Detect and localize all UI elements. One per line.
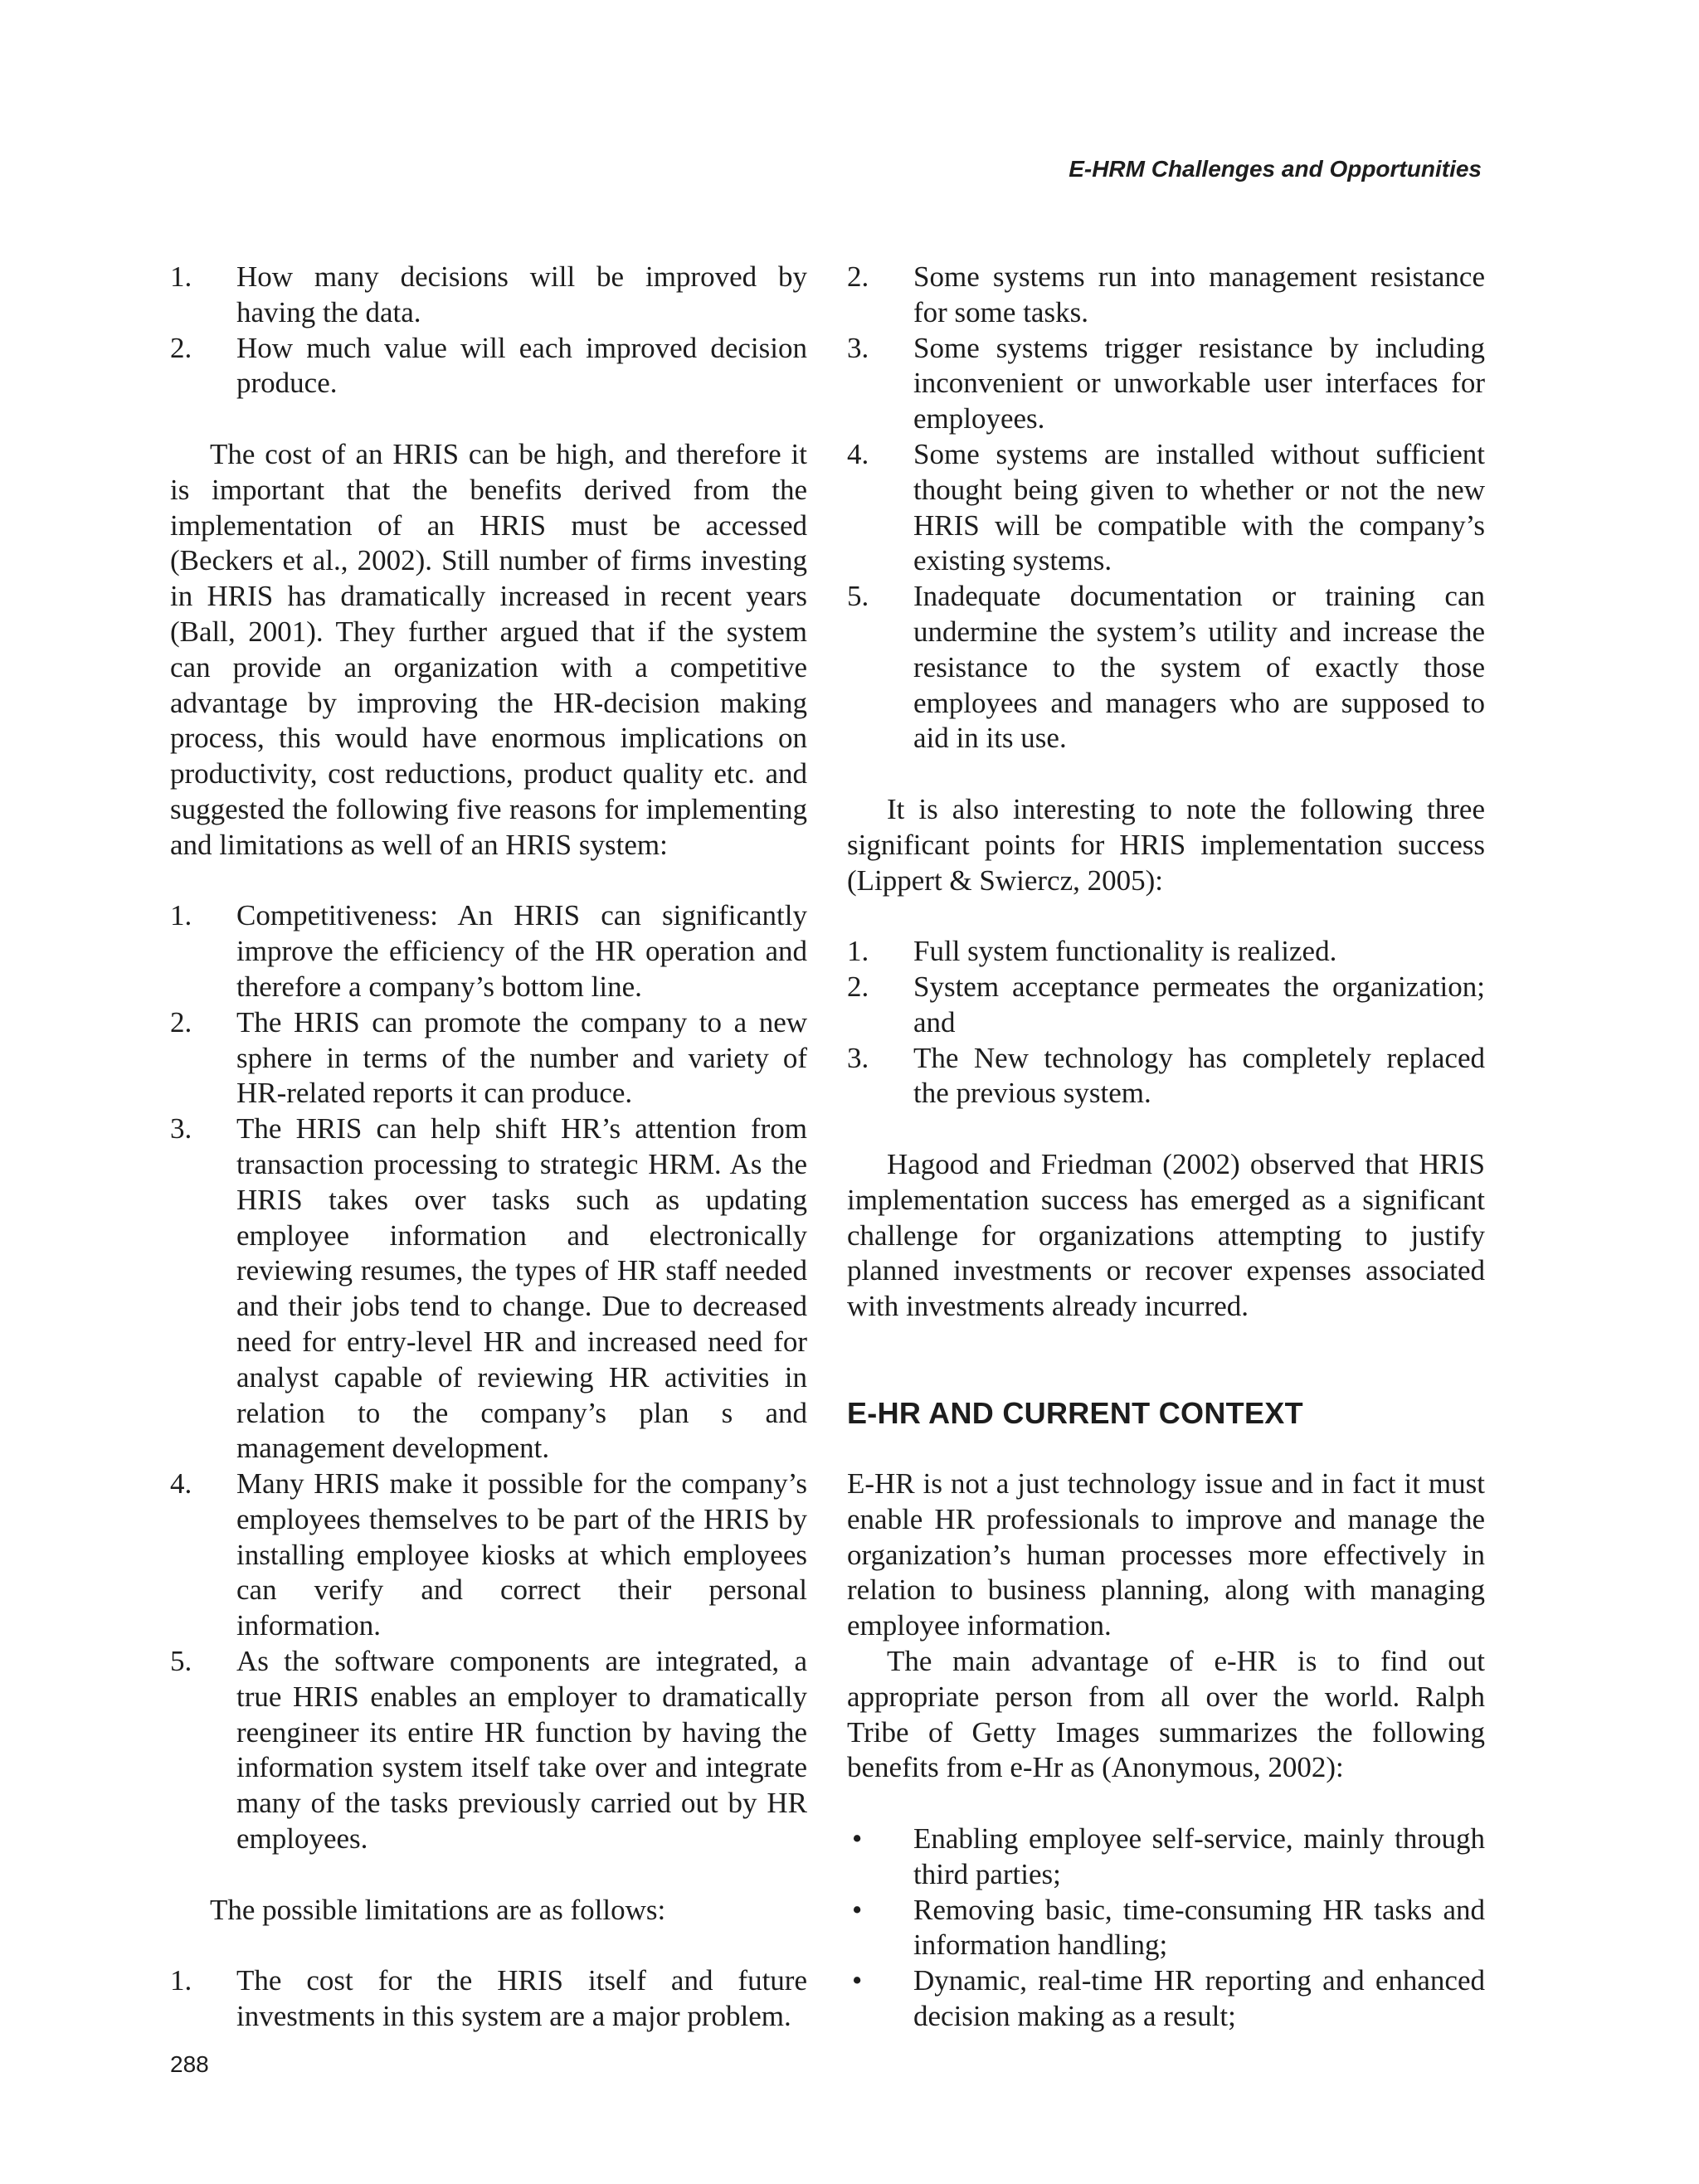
list-number: 4.: [170, 1467, 192, 1501]
list-text: System acceptance permeates the organization; and: [913, 970, 1485, 1038]
list-number: 3.: [847, 331, 869, 364]
list-number: 2.: [847, 970, 869, 1003]
list-item: [170, 898, 807, 1004]
list-item: [847, 331, 1485, 437]
success-points-list: [847, 934, 1485, 1111]
hris-reasons-list: [170, 898, 807, 1857]
list-text: The HRIS can promote the company to a new sphere in terms of the number and variety of HR-related reports it can produce.: [236, 1005, 807, 1110]
running-head: E-HRM Challenges and Opportunities: [1069, 156, 1482, 182]
list-text: Many HRIS make it possible for the company’s employees themselves to be part of the HRIS by installing employee kiosks at which employees can verify and correct their personal information.: [236, 1467, 807, 1642]
bullet-mark: •: [852, 1964, 863, 1997]
list-text: As the software components are integrated, a true HRIS enables an employer to dramatically reengineer its entire HR function by having the information system itself take over and integrate many of the tasks previously carried out by HR employees.: [236, 1645, 807, 1856]
list-item: [847, 260, 1485, 331]
limitations-list-continued: [847, 260, 1485, 756]
list-item: [847, 1893, 1485, 1964]
list-text: Enabling employee self-service, mainly through third parties;: [913, 1822, 1485, 1890]
list-text: How many decisions will be improved by having the data.: [236, 260, 807, 328]
list-item: [170, 1467, 807, 1644]
limitations-list: [170, 1963, 807, 2035]
list-text: How much value will each improved decision produce.: [236, 331, 807, 400]
list-number: 2.: [847, 260, 869, 293]
list-number: 5.: [847, 580, 869, 613]
list-text: Dynamic, real-time HR reporting and enhanced decision making as a result;: [913, 1964, 1485, 2033]
ehr-benefits-list: [847, 1822, 1485, 2035]
paragraph-ehr-context: E-HR is not a just technology issue and in fact it must enable HR professionals to improve and manage the organization’s human processes more effectively in relation to business planning, along with managing employee information.: [847, 1467, 1485, 1642]
paragraph-success-points: It is also interesting to note the following three significant points for HRIS implementation success (Lippert & Swiercz, 2005):: [847, 792, 1485, 897]
list-item: [847, 437, 1485, 579]
list-number: 2.: [170, 1005, 192, 1038]
list-text: Some systems are installed without sufficient thought being given to whether or not the new HRIS will be compatible with the company’s existing systems.: [913, 437, 1485, 577]
list-item: [847, 1963, 1485, 2035]
decision-value-list: [170, 260, 807, 401]
bullet-mark: •: [852, 1822, 863, 1856]
list-number: 1.: [847, 935, 869, 968]
list-number: 5.: [170, 1645, 192, 1678]
list-item: [847, 1041, 1485, 1112]
list-text: The HRIS can help shift HR’s attention from transaction processing to strategic HRM. As the HRIS takes over tasks such as updating employee information and electronically reviewing resumes, the types of HR staff needed and their jobs tend to change. Due to decreased need for entry-level HR and increased need for analyst capable of reviewing HR activities in relation to the company’s plan s and management development.: [236, 1112, 807, 1465]
paragraph-ehr-advantage: The main advantage of e-HR is to find out appropriate person from all over the world. Ralph Tribe of Getty Images summarizes the following benefits from e-Hr as (Anonymous, 2002):: [847, 1645, 1485, 1784]
list-number: 1.: [170, 260, 192, 293]
paragraph-limitations-intro: The possible limitations are as follows:: [210, 1893, 666, 1926]
section-heading: E-HR AND CURRENT CONTEXT: [847, 1395, 1303, 1430]
list-item: [170, 331, 807, 402]
list-item: [847, 579, 1485, 756]
list-item: [170, 1111, 807, 1467]
list-text: Some systems trigger resistance by including inconvenient or unworkable user interfaces for employees.: [913, 331, 1485, 435]
list-number: 3.: [847, 1041, 869, 1074]
list-text: Inadequate documentation or training can undermine the system’s utility and increase the resistance to the system of exactly those employees and managers who are supposed to aid in its use.: [913, 580, 1485, 755]
right-column: [847, 260, 1485, 2035]
list-item: [170, 260, 807, 331]
list-text: Removing basic, time-consuming HR tasks and information handling;: [913, 1893, 1485, 1962]
list-number: 1.: [170, 899, 192, 932]
list-text: The New technology has completely replaced the previous system.: [913, 1041, 1485, 1110]
paragraph-hagood-friedman: Hagood and Friedman (2002) observed that HRIS implementation success has emerged as a significant challenge for organizations attempting to justify planned investments or recover expenses associated with investments already incurred.: [847, 1147, 1485, 1323]
list-text: Competitiveness: An HRIS can significantly improve the efficiency of the HR operation and therefore a company’s bottom line.: [236, 899, 807, 1003]
list-number: 4.: [847, 437, 869, 470]
list-text: Some systems run into management resistance for some tasks.: [913, 260, 1485, 328]
list-item: [847, 934, 1485, 970]
list-item: [170, 1005, 807, 1111]
list-text: The cost for the HRIS itself and future investments in this system are a major problem.: [236, 1964, 807, 2033]
list-number: 1.: [170, 1964, 192, 1997]
page-number: 288: [170, 2051, 209, 2077]
list-item: [847, 1822, 1485, 1893]
list-item: [170, 1963, 807, 2035]
list-item: [170, 1644, 807, 1857]
list-text: Full system functionality is realized.: [913, 935, 1337, 968]
paragraph-hris-cost: The cost of an HRIS can be high, and therefore it is important that the benefits derived from the implementation of an HRIS must be accessed (Beckers et al., 2002). Still number of firms investing in HRIS has dramatically increased in recent years (Ball, 2001). They further argued that if the system can provide an organization with a competitive advantage by improving the HR-decision making process, this would have enormous implications on productivity, cost reductions, product quality etc. and suggested the following five reasons for implementing and limitations as well of an HRIS system:: [170, 437, 807, 861]
bullet-mark: •: [852, 1893, 863, 1926]
left-column: [170, 260, 807, 2035]
list-item: [847, 970, 1485, 1041]
list-number: 3.: [170, 1112, 192, 1146]
list-number: 2.: [170, 331, 192, 364]
